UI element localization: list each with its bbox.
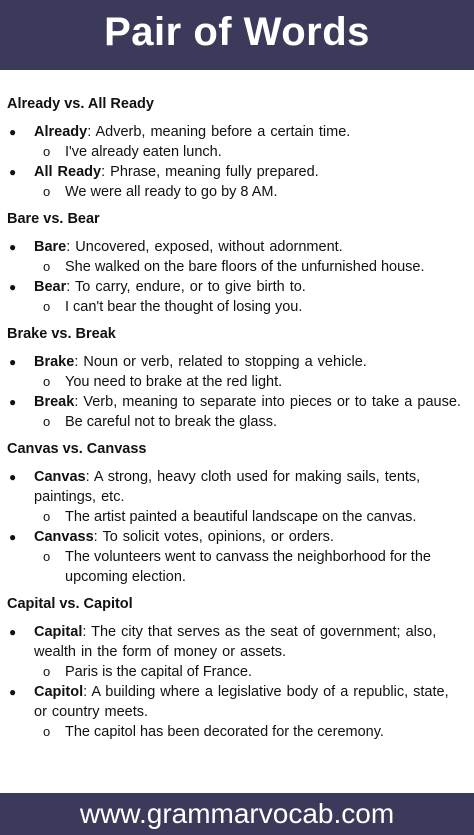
example-text: She walked on the bare floors of the unfurnished house. <box>65 259 425 275</box>
footer-banner <box>0 793 474 835</box>
circle-bullet-icon: o <box>43 184 51 199</box>
circle-bullet-icon: o <box>43 549 51 564</box>
example-text: You need to brake at the red light. <box>65 374 283 390</box>
definition-text: : Noun or verb, related to stopping a vehicle. <box>74 354 367 370</box>
example-item <box>0 257 474 277</box>
term: All Ready <box>34 164 102 180</box>
circle-bullet-icon: o <box>43 414 51 429</box>
term: Break <box>34 394 75 410</box>
bullet-icon: ● <box>9 125 17 139</box>
term: Brake <box>34 354 75 370</box>
bullet-icon: ● <box>9 685 17 699</box>
example-text: I've already eaten lunch. <box>65 144 222 160</box>
bullet-icon: ● <box>9 625 17 639</box>
example-text: The capitol has been decorated for the ceremony. <box>65 724 384 740</box>
definition-item <box>0 237 474 257</box>
bullet-icon: ● <box>9 165 17 179</box>
example-item <box>0 662 474 682</box>
definition-text: : Verb, meaning to separate into pieces or to take a pause. <box>74 394 461 410</box>
definition-item <box>0 392 474 412</box>
example-text: The volunteers went to canvass the neighborhood for the upcoming election. <box>65 549 431 585</box>
term: Bear <box>34 279 67 295</box>
example-text: The artist painted a beautiful landscape on the canvas. <box>65 509 417 525</box>
section-already-all-ready <box>0 94 474 202</box>
circle-bullet-icon: o <box>43 144 51 159</box>
example-item <box>0 547 474 587</box>
term: Capitol <box>34 684 84 700</box>
bullet-icon: ● <box>9 395 17 409</box>
example-item <box>0 722 474 742</box>
example-text: We were all ready to go by 8 AM. <box>65 184 278 200</box>
example-item <box>0 297 474 317</box>
term: Canvas <box>34 469 86 485</box>
example-text: Paris is the capital of France. <box>65 664 252 680</box>
circle-bullet-icon: o <box>43 259 51 274</box>
definition-item <box>0 277 474 297</box>
example-text: Be careful not to break the glass. <box>65 414 277 430</box>
term: Already <box>34 124 88 140</box>
header-banner <box>0 0 474 70</box>
bullet-icon: ● <box>9 355 17 369</box>
section-bare-bear <box>0 209 474 317</box>
section-capital-capitol <box>0 594 474 742</box>
definition-item <box>0 467 474 507</box>
bullet-icon: ● <box>9 240 17 254</box>
definition-text: : Uncovered, exposed, without adornment. <box>66 239 343 255</box>
example-item <box>0 507 474 527</box>
section-title: Brake vs. Break <box>7 326 116 342</box>
section-title: Already vs. All Ready <box>7 96 154 112</box>
circle-bullet-icon: o <box>43 374 51 389</box>
section-title: Canvas vs. Canvass <box>7 441 147 457</box>
word-pairs-list <box>0 94 474 749</box>
definition-item <box>0 122 474 142</box>
website-url: www.grammarvocab.com <box>79 798 395 829</box>
example-item <box>0 372 474 392</box>
circle-bullet-icon: o <box>43 299 51 314</box>
example-text: I can't bear the thought of losing you. <box>65 299 303 315</box>
section-canvas-canvass <box>0 439 474 587</box>
definition-item <box>0 162 474 182</box>
term: Canvass <box>34 529 94 545</box>
definition-text: : The city that serves as the seat of government; also, wealth in the form of money or assets. <box>34 624 437 660</box>
definition-text: : A building where a legislative body of a republic, state, or country meets. <box>34 684 449 720</box>
section-brake-break <box>0 324 474 432</box>
page-title: Pair of Words <box>104 9 370 54</box>
example-item <box>0 142 474 162</box>
bullet-icon: ● <box>9 470 17 484</box>
circle-bullet-icon: o <box>43 724 51 739</box>
circle-bullet-icon: o <box>43 509 51 524</box>
definition-text: : Adverb, meaning before a certain time. <box>87 124 351 140</box>
example-item <box>0 412 474 432</box>
definition-text: : To solicit votes, opinions, or orders. <box>93 529 334 545</box>
definition-item <box>0 622 474 662</box>
definition-item <box>0 352 474 372</box>
example-item <box>0 182 474 202</box>
circle-bullet-icon: o <box>43 664 51 679</box>
bullet-icon: ● <box>9 280 17 294</box>
definition-text: : To carry, endure, or to give birth to. <box>66 279 306 295</box>
section-title: Capital vs. Capitol <box>7 596 133 612</box>
section-title: Bare vs. Bear <box>7 211 100 227</box>
definition-text: : A strong, heavy cloth used for making sails, tents, paintings, etc. <box>34 469 421 505</box>
definition-text: : Phrase, meaning fully prepared. <box>101 164 319 180</box>
term: Bare <box>34 239 67 255</box>
definition-item <box>0 682 474 722</box>
bullet-icon: ● <box>9 530 17 544</box>
term: Capital <box>34 624 83 640</box>
definition-item <box>0 527 474 547</box>
